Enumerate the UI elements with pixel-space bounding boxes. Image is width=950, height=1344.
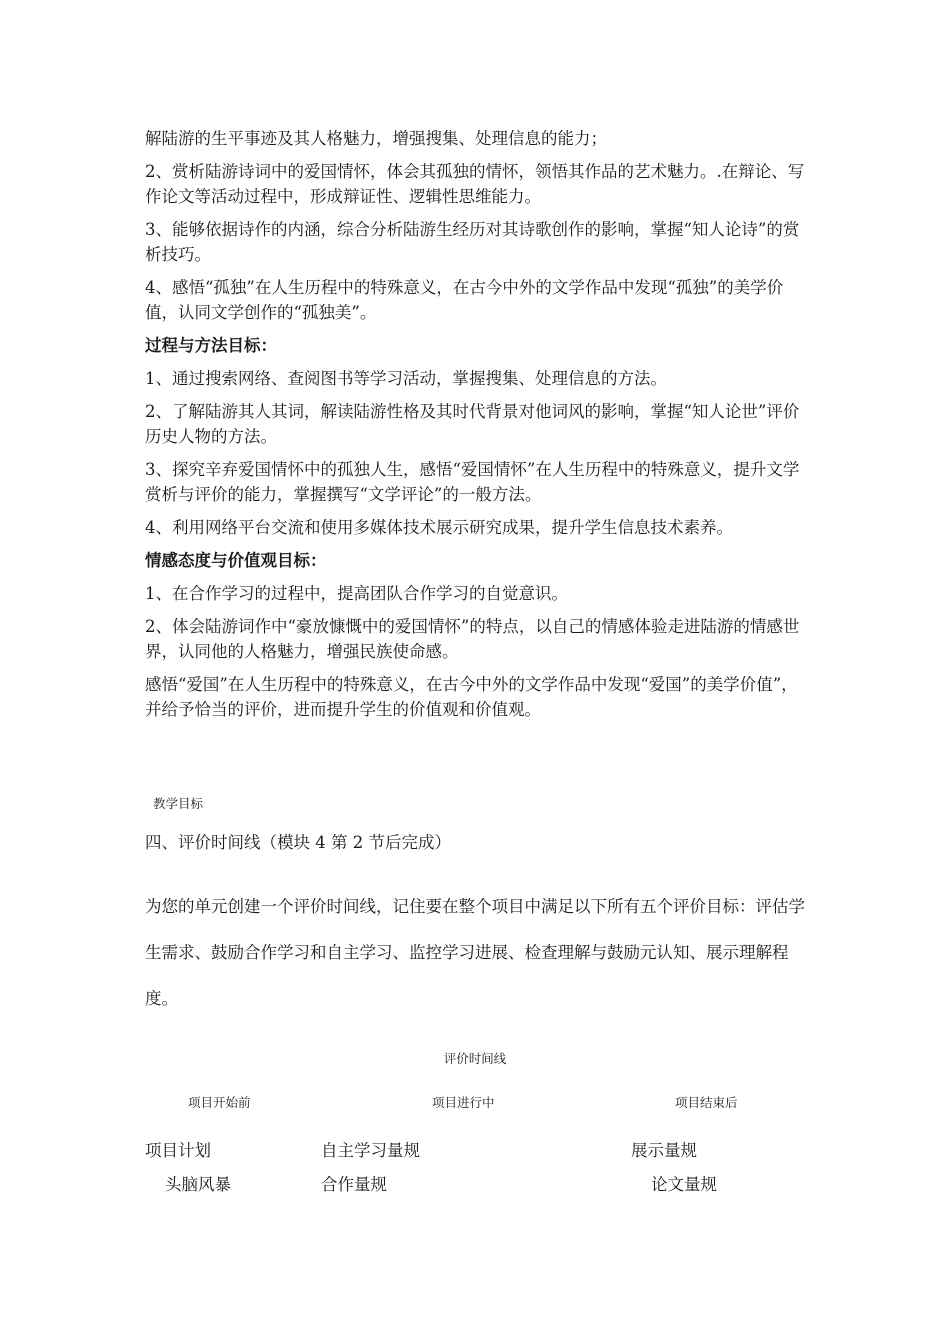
item-self-study-rubric: 自主学习量规 bbox=[321, 1141, 420, 1160]
objectives-block bbox=[145, 126, 810, 730]
phase-after: 项目结束后 bbox=[675, 1095, 738, 1110]
item-presentation-rubric: 展示量规 bbox=[631, 1141, 697, 1160]
item-brainstorm: 头脑风暴 bbox=[165, 1175, 231, 1194]
knowledge-objective-1-tail: 解陆游的生平事迹及其人格魅力，增强搜集、处理信息的能力； bbox=[145, 129, 607, 148]
knowledge-objective-3: 3、能够依据诗作的内涵，综合分析陆游生经历对其诗歌创作的影响，掌握“知人论诗”的赏析技巧。 bbox=[145, 220, 800, 264]
knowledge-objective-2: 2、赏析陆游诗词中的爱国情怀，体会其孤独的情怀，领悟其作品的艺术魅力。.在辩论、写作论文等活动过程中，形成辩证性、逻辑性思维能力。 bbox=[145, 162, 805, 206]
knowledge-objective-4: 4、感悟“孤独”在人生历程中的特殊意义，在古今中外的文学作品中发现“孤独”的美学价值，认同文学创作的“孤独美”。 bbox=[145, 278, 784, 322]
process-objective-3: 3、探究辛弃爱国情怀中的孤独人生，感悟“爱国情怀”在人生历程中的特殊意义，提升文学赏析与评价的能力，掌握撰写“文学评论”的一般方法。 bbox=[145, 460, 800, 504]
phase-during: 项目进行中 bbox=[432, 1095, 495, 1110]
process-heading: 过程与方法目标： bbox=[145, 336, 277, 355]
timeline-title: 评价时间线 bbox=[443, 1051, 507, 1066]
emotion-heading: 情感态度与价值观目标： bbox=[145, 551, 327, 570]
process-objective-2: 2、了解陆游其人其词，解读陆游性格及其时代背景对他词风的影响，掌握“知人论世”评价历史人物的方法。 bbox=[145, 402, 800, 446]
item-cooperation-rubric: 合作量规 bbox=[321, 1175, 387, 1194]
timeline-intro: 为您的单元创建一个评价时间线，记住要在整个项目中满足以下所有五个评价目标：评估学生需求、鼓励合作学习和自主学习、监控学习进展、检查理解与鼓励元认知、展示理解程度。 bbox=[145, 897, 805, 1008]
process-objective-1: 1、通过搜索网络、查阅图书等学习活动，掌握搜集、处理信息的方法。 bbox=[145, 369, 667, 388]
emotion-objective-2: 2、体会陆游词作中“豪放慷慨中的爱国情怀”的特点，以自己的情感体验走进陆游的情感世界，认同他的人格魅力，增强民族使命感。 bbox=[145, 617, 800, 661]
phase-before: 项目开始前 bbox=[188, 1095, 251, 1110]
emotion-objective-3: 感悟“爱国”在人生历程中的特殊意义，在古今中外的文学作品中发现“爱国”的美学价值”，并给予恰当的评价，进而提升学生的价值观和价值观。 bbox=[145, 675, 798, 719]
process-objective-4: 4、利用网络平台交流和使用多媒体技术展示研究成果，提升学生信息技术素养。 bbox=[145, 518, 733, 537]
emotion-objective-1: 1、在合作学习的过程中，提高团队合作学习的自觉意识。 bbox=[145, 584, 568, 603]
item-project-plan: 项目计划 bbox=[145, 1141, 211, 1160]
section-4-heading: 四、评价时间线（模块 4 第 2 节后完成） bbox=[145, 833, 451, 852]
item-essay-rubric: 论文量规 bbox=[651, 1175, 717, 1194]
objectives-caption: 教学目标 bbox=[153, 796, 204, 811]
